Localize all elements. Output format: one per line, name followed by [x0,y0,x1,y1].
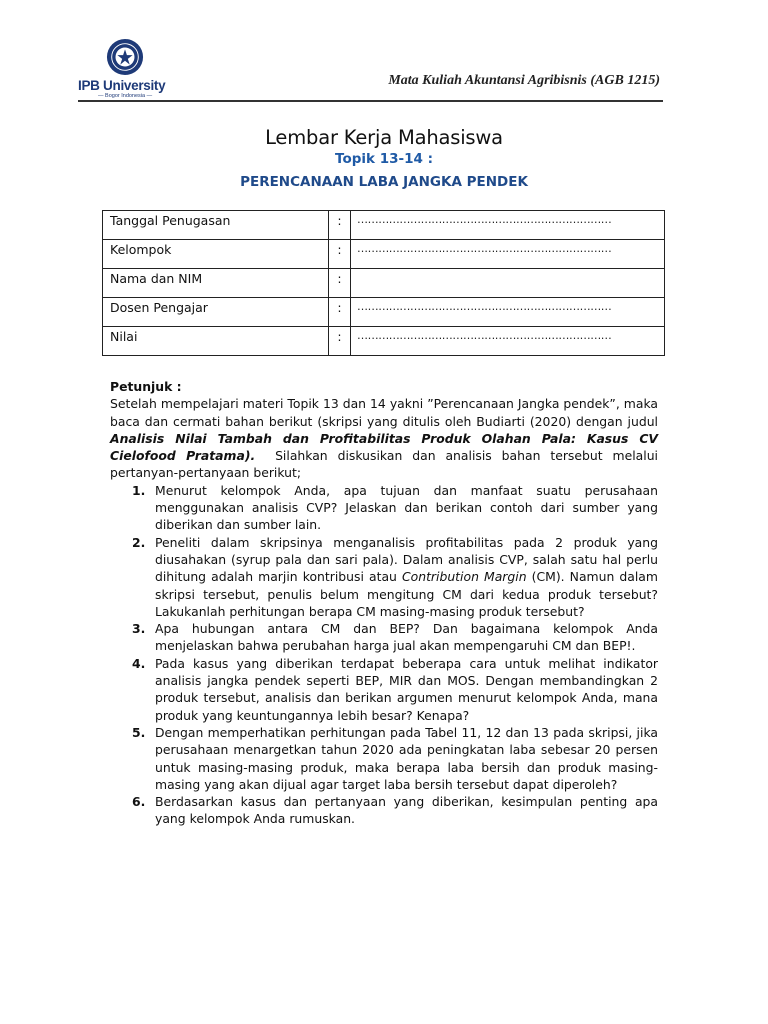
logo-name: IPB University [78,78,166,93]
question-text: Menurut kelompok Anda, apa tujuan dan manfaat suatu perusahaan menggunakan analisis CVP? Jelaskan dan berikan contoh dari sumber yang diberikan dan sumber lain. [155,482,658,533]
question-number: 1. [132,482,146,498]
row-separator: : [329,211,351,240]
question-text: Pada kasus yang diberikan terdapat beberapa cara untuk melihat indikator analisis jangka pendek seperti BEP, MIR dan MOS. Dengan membandingkan 2 produk tersebut, analisis dan berikan argumen menurut kelompok Anda, mana produk yang keuntungannya lebih besar? Kenapa? [155,655,658,723]
row-separator: : [329,269,351,298]
intro-text: Setelah mempelajari materi Topik 13 dan 14 yakni ”Perencanaan Jangka pendek”, maka baca dan cermati bahan berikut (skripsi yang ditulis oleh Budiarti (2020) dengan judul [110,396,658,429]
table-row [103,327,665,356]
row-value-field[interactable]: ……………………………………………………………… [351,240,665,269]
thesis-title: Analisis Nilai Tambah dan Profitabilitas Produk Olahan Pala: Kasus CV Cielofood Pratama). [110,430,658,464]
question-text-continued: (CM). Namun dalam skripsi tersebut, penulis belum mengitung CM dari kedua produk tersebut? Lakukanlah perhitungan berapa CM masing-masing produk tersebut? [155,569,658,619]
row-value-field[interactable]: ……………………………………………………………… [351,211,665,240]
row-separator: : [329,240,351,269]
subject-heading: PERENCANAAN LABA JANGKA PENDEK [240,174,528,190]
question-number: 6. [132,794,146,810]
row-label: Tanggal Penugasan [103,211,329,240]
question-item [110,534,658,620]
course-title: Mata Kuliah Akuntansi Agribisnis (AGB 1215) [388,73,660,88]
table-row [103,211,665,240]
page-title: Lembar Kerja Mahasiswa [265,126,503,149]
question-text: Apa hubungan antara CM dan BEP? Dan bagaimana kelompok Anda menjelaskan bahwa perubahan harga jual akan mempengaruhi CM dan BEP!. [155,621,658,654]
logo-subtitle: — Bogor Indonesia — [98,93,153,99]
student-info-table [102,210,665,356]
question-item [110,724,658,793]
ipb-logo [78,38,174,102]
row-separator: : [329,298,351,327]
row-label: Nama dan NIM [103,269,329,298]
row-value-field[interactable] [351,269,665,298]
instructions-heading: Petunjuk : [110,379,182,394]
row-separator: : [329,327,351,356]
row-label: Kelompok [103,240,329,269]
instructions-intro [110,395,658,481]
table-row [103,240,665,269]
question-item [110,482,658,534]
question-text: Berdasarkan kasus dan pertanyaan yang diberikan, kesimpulan penting apa yang kelompok Anda rumuskan. [155,794,658,827]
question-list [110,482,658,828]
question-term: Contribution Margin [401,569,527,585]
row-value-field[interactable]: ……………………………………………………………… [351,298,665,327]
table-row [103,269,665,298]
instructions-section [110,378,658,828]
row-value-field[interactable]: ……………………………………………………………… [351,327,665,356]
row-label: Dosen Pengajar [103,298,329,327]
intro-text-continued: Silahkan diskusikan dan analisis bahan tersebut melalui pertanyan-pertanyaan berikut; [110,448,658,481]
header-divider [78,100,663,102]
question-text: Peneliti dalam skripsinya menganalisis profitabilitas pada 2 produk yang diusahakan (syrup pala dan sari pala). Dalam analisis CVP, salah satu hal perlu dihitung adalah marjin kontribusi atau [155,534,658,585]
question-number: 5. [132,724,146,740]
topic-label: Topik 13-14 : [335,151,433,167]
row-label: Nilai [103,327,329,356]
question-item [110,655,658,724]
question-text: Dengan memperhatikan perhitungan pada Tabel 11, 12 dan 13 pada skripsi, jika perusahaan menargetkan tahun 2020 ada peningkatan laba sebesar 20 persen untuk masing-masing produk, maka berapa laba bersih dan produk masing-masing yang akan dijual agar target laba bersih tersebut dapat diperoleh? [155,724,658,792]
question-number: 3. [132,621,146,637]
university-seal-icon [106,38,144,76]
page-header [0,0,768,110]
question-item [110,793,658,828]
table-row [103,298,665,327]
question-item [110,620,658,655]
question-number: 2. [132,534,146,550]
question-number: 4. [132,655,146,671]
